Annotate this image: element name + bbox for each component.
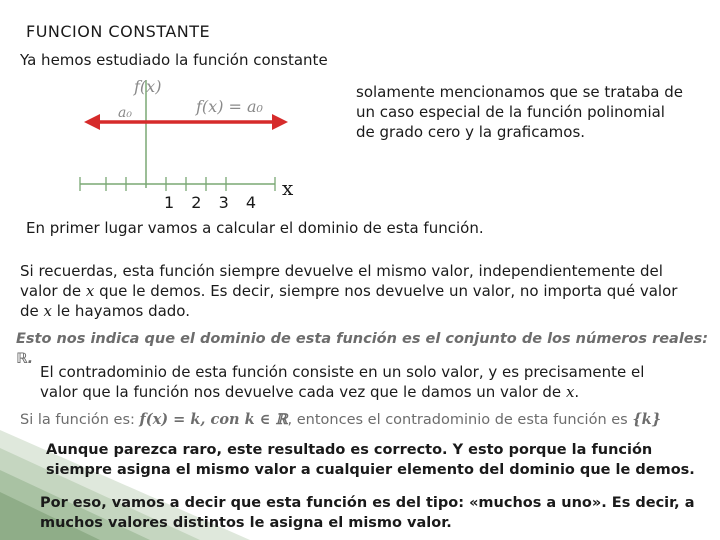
right-arrowhead: [272, 114, 288, 130]
side-text: solamente mencionamos que se trataba de un caso especial de la función polinomial de grado cero y la graficamos.: [356, 83, 683, 141]
p2-text-c: le hayamos dado.: [52, 302, 190, 320]
p5-formula: f(x) = k, con k ∈ ℝ: [139, 411, 288, 428]
p4-var-x: x: [565, 383, 575, 401]
slide-subtitle: Ya hemos estudiado la función constante: [20, 51, 328, 69]
p2-var-x-2: x: [43, 302, 52, 320]
p6-line-2: siempre asigna el mismo valor a cualquier elemento del dominio que le demos.: [46, 462, 695, 478]
tick-labels: [164, 193, 262, 212]
tick-label: 1: [164, 193, 181, 212]
p4-text-a: El contradominio de esta función consiste en un solo valor, y es precisamente el valor que la función nos devuelve cada vez que le damos un valor de: [40, 363, 645, 401]
paragraph-constant-value: [20, 261, 680, 321]
function-label: f(x) = a₀: [196, 97, 263, 116]
constant-function-graph: [60, 70, 290, 200]
paragraph-result-explanation: [46, 440, 695, 480]
tick-label: 4: [245, 193, 263, 212]
p6-line-1: Aunque parezca raro, este resultado es correcto. Y esto porque la función: [46, 442, 653, 458]
y-axis-label: f(x): [134, 77, 162, 96]
p2-var-x: x: [85, 282, 95, 300]
paragraph-many-to-one: Por eso, vamos a decir que esta función es del tipo: «muchos a uno». Es decir, a muchos valores distintos le asigna el mismo valor.: [40, 495, 695, 531]
paragraph-domain-intro: En primer lugar vamos a calcular el dominio de esta función.: [26, 219, 484, 237]
p5-text-a: Si la función es:: [20, 412, 140, 428]
p2-text-a: Si recuerdas, esta función siempre devuelve el mismo valor, independientemente del valor de: [20, 262, 663, 300]
slide-title: FUNCION CONSTANTE: [26, 22, 211, 41]
codomain-statement: [20, 410, 661, 430]
p2-text-b: que le demos. Es decir, siempre nos devuelve un valor, no importa qué valor de: [20, 282, 678, 320]
left-arrowhead: [84, 114, 100, 130]
tick-label: 2: [191, 193, 208, 212]
p4-text-b: .: [574, 383, 580, 401]
tick-label: 3: [218, 193, 235, 212]
x-axis-label: x: [282, 176, 294, 200]
p5-set: {k}: [632, 411, 662, 428]
domain-statement: Esto nos indica que el dominio de esta función es el conjunto de los números reales: ℝ.: [16, 331, 709, 367]
paragraph-codomain: [40, 362, 680, 402]
a0-label: a₀: [118, 105, 132, 121]
p5-text-b: , entonces el contradominio de esta función es: [287, 412, 633, 428]
